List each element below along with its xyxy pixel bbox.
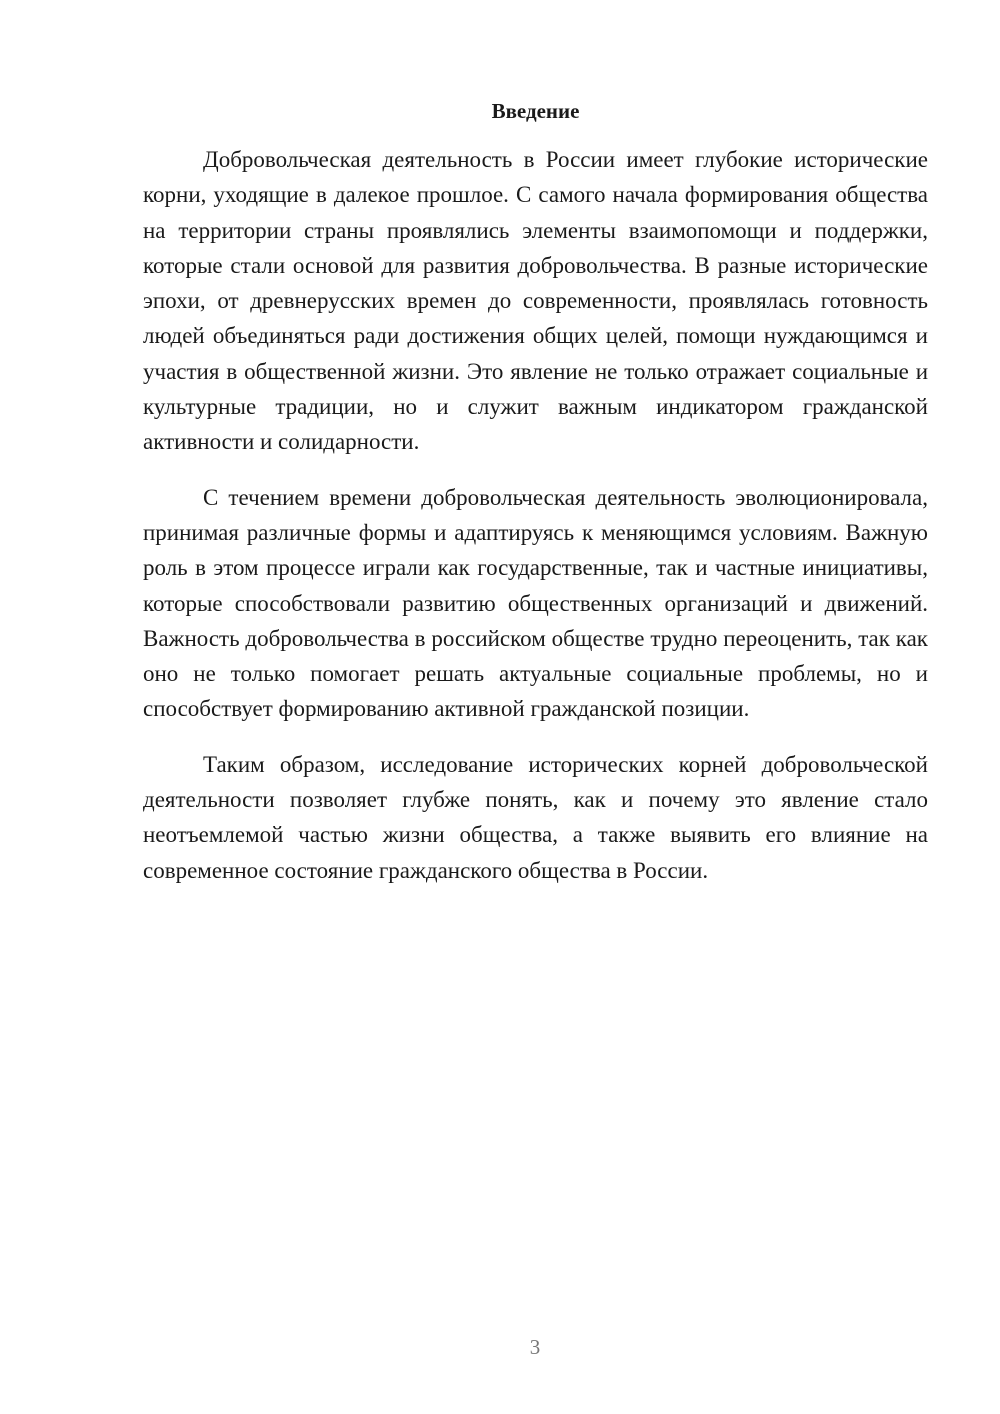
paragraph-3: Таким образом, исследование исторических корней добровольческой деятельности позволяет глубже понять, как и почему это явление стало неотъемлемой частью жизни общества, а также выявить его влияние на современное состояние гражданского общества в России. — [143, 751, 928, 883]
section-heading: Введение — [491, 99, 580, 123]
page-number: 3 — [529, 1335, 541, 1359]
paragraph-1: Добровольческая деятельность в России имеет глубокие исторические корни, уходящие в далекое прошлое. С самого начала формирования общества на территории страны проявлялись элементы взаимопомощи и поддержки, которые стали основой для развития добровольчества. В разные исторические эпохи, от древнерусских времен до современности, проявлялась готовность людей объединяться ради достижения общих целей, помощи нуждающимся и участия в общественной жизни. Это явление не только отражает социальные и культурные традиции, но и служит важным индикатором гражданской активности и солидарности. — [143, 147, 928, 455]
body-text — [143, 142, 928, 908]
paragraph-2: С течением времени добровольческая деятельность эволюционировала, принимая различные формы и адаптируясь к меняющимся условиям. Важную роль в этом процессе играли как государственные, так и частные инициативы, которые способствовали развитию общественных организаций и движений. Важность добровольчества в российском обществе трудно переоценить, так как оно не только помогает решать актуальные социальные проблемы, но и способствует формированию активной гражданской позиции. — [143, 484, 928, 722]
